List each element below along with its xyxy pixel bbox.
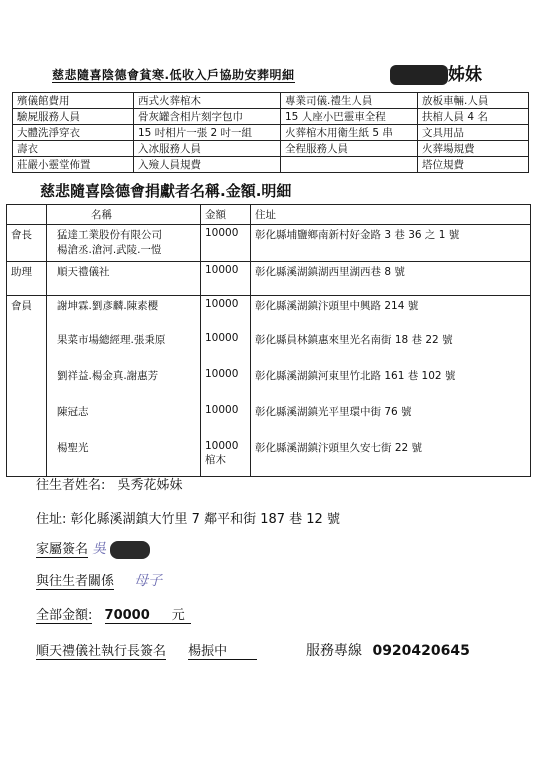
service-row (13, 93, 529, 109)
service-cell: 15 吋相片一張 2 吋一組 (134, 125, 281, 141)
donors-table (6, 204, 531, 477)
donor-row (7, 366, 531, 402)
header-address: 住址 (251, 205, 531, 225)
service-cell: 15 人座小巴靈車全程 (281, 109, 418, 125)
donor-row (7, 296, 531, 331)
service-cell: 塔位規費 (418, 157, 529, 173)
director-label: 順天禮儀社執行長簽名 (36, 644, 167, 659)
donor-amount (201, 366, 251, 402)
donor-address-value: 彰化縣員林鎮惠來里光名南街 18 巷 22 號 (255, 334, 453, 346)
donor-row (7, 225, 531, 262)
donor-address-value: 彰化縣溪湖鎮湖西里湖西巷 8 號 (255, 266, 405, 278)
donor-name-line1: 劉祥益.楊金真.謝惠芳 (57, 370, 159, 382)
service-cell: 火葬場規費 (418, 141, 529, 157)
relation-label: 與往生者關係 (36, 574, 115, 589)
service-cell: 大體洗淨穿衣 (13, 125, 134, 141)
total-label: 全部金額: (36, 608, 93, 623)
donor-name (47, 438, 201, 477)
donor-role (7, 438, 47, 477)
service-cell: 莊嚴小靈堂佈置 (13, 157, 134, 173)
service-row (13, 109, 529, 125)
service-cell: 骨灰罐含相片刻字包巾 (134, 109, 281, 125)
donor-name (47, 330, 201, 366)
service-cell: 入殮人員規費 (134, 157, 281, 173)
donor-name-line1: 楊聖光 (57, 442, 89, 454)
donor-address (251, 225, 531, 262)
service-cell: 文具用品 (418, 125, 529, 141)
donor-amount (201, 438, 251, 477)
donor-row (7, 402, 531, 438)
donor-role (7, 330, 47, 366)
donor-amount-value: 10000 (205, 298, 239, 310)
service-cell: 放板車輛.人員 (418, 93, 529, 109)
donor-amount (201, 402, 251, 438)
donor-address-value: 彰化縣溪湖鎮光平里環中街 76 號 (255, 406, 412, 418)
donor-address-value: 彰化縣溪湖鎮汴頭里中興路 214 號 (255, 300, 419, 312)
address-label: 住址: (36, 512, 67, 527)
service-cell: 扶棺人員 4 名 (418, 109, 529, 125)
donor-name (47, 225, 201, 262)
donor-amount (201, 225, 251, 262)
service-cell: 壽衣 (13, 141, 134, 157)
header-name: 名稱 (47, 205, 201, 225)
donor-amount (201, 262, 251, 296)
donor-amount-value: 10000 (205, 368, 239, 380)
donor-address-value: 彰化縣埔鹽鄉南新村好金路 3 巷 36 之 1 號 (255, 229, 460, 241)
service-cell: 西式火葬棺木 (134, 93, 281, 109)
address-line (36, 508, 340, 527)
total-value: 70000 (105, 608, 172, 624)
donor-amount-value: 10000 (205, 264, 239, 276)
donor-amount-value: 10000 (205, 404, 239, 416)
donor-address-value: 彰化縣溪湖鎮汴頭里久安七街 22 號 (255, 442, 423, 454)
recipient-name: 姊妹 (390, 60, 482, 85)
family-sign-line (36, 538, 150, 559)
service-row (13, 157, 529, 173)
deceased-name: 吳秀花姊妹 (117, 478, 183, 493)
donor-role (7, 402, 47, 438)
donor-role (7, 366, 47, 402)
director-line (36, 640, 257, 659)
donors-header-row (7, 205, 531, 225)
donor-row (7, 330, 531, 366)
hotline-line (306, 640, 470, 660)
header-role (7, 205, 47, 225)
donor-address (251, 296, 531, 331)
donor-address (251, 330, 531, 366)
document-title: 慈悲隨喜陰德會貧寒.低收入戶協助安葬明細 (52, 68, 295, 82)
relation-line (36, 570, 162, 590)
donor-amount-value: 10000 (205, 227, 239, 239)
deceased-line (36, 474, 183, 493)
donor-address (251, 262, 531, 296)
service-cell: 專業司儀.禮生人員 (281, 93, 418, 109)
services-table (12, 92, 529, 173)
donor-amount (201, 330, 251, 366)
director-name: 楊振中 (188, 644, 257, 660)
donor-name (47, 402, 201, 438)
donor-role (7, 225, 47, 262)
donor-role-label: 會長 (11, 229, 32, 241)
donors-title: 慈悲隨喜陰德會捐獻者名稱.金額.明細 (40, 182, 292, 200)
donor-name (47, 366, 201, 402)
donor-row (7, 438, 531, 477)
donor-name-line1: 謝坤霖.劉彥麟.陳素櫻 (57, 300, 159, 312)
header-amount: 金額 (201, 205, 251, 225)
donor-role-label: 會員 (11, 300, 32, 312)
donor-amount (201, 296, 251, 331)
donor-name (47, 262, 201, 296)
family-sign-label: 家屬簽名 (36, 542, 89, 557)
donor-address-value: 彰化縣溪湖鎮河東里竹北路 161 巷 102 號 (255, 370, 456, 382)
donor-name-line1: 猛達工業股份有限公司 (57, 229, 162, 241)
donor-address (251, 366, 531, 402)
donor-name-line1: 果菜市場總經理.張秉原 (57, 334, 166, 346)
hotline-number: 0920420645 (372, 643, 470, 659)
service-cell: 入冰服務人員 (134, 141, 281, 157)
donor-name-line1: 順天禮儀社 (57, 266, 110, 278)
donor-amount-value: 10000 (205, 440, 239, 452)
donor-role-label: 助理 (11, 266, 32, 278)
total-line (36, 604, 191, 623)
hotline-label: 服務專線 (306, 643, 362, 659)
service-row (13, 141, 529, 157)
donor-name-line2: 楊滄丞.滄河.武陵.一愷 (57, 244, 162, 256)
donor-row (7, 262, 531, 296)
donor-amount-note: 棺木 (205, 454, 226, 466)
service-cell (281, 157, 418, 173)
service-cell: 火葬棺木用衛生紙 5 串 (281, 125, 418, 141)
address-value: 彰化縣溪湖鎮大竹里 7 鄰平和街 187 巷 12 號 (70, 512, 340, 527)
donor-name (47, 296, 201, 331)
donor-address (251, 402, 531, 438)
donor-amount-value: 10000 (205, 332, 239, 344)
donor-role (7, 296, 47, 331)
service-row (13, 125, 529, 141)
signature-redaction (110, 541, 150, 559)
service-cell: 驗屍服務人員 (13, 109, 134, 125)
donor-name-line1: 陳冠志 (57, 406, 89, 418)
relation-value: 母子 (134, 573, 163, 589)
total-unit: 元 (172, 608, 191, 624)
redaction-mark (390, 65, 448, 85)
family-signature: 吳 (92, 541, 107, 557)
donor-address (251, 438, 531, 477)
deceased-label: 往生者姓名: (36, 478, 106, 493)
donor-role (7, 262, 47, 296)
service-cell: 殯儀館費用 (13, 93, 134, 109)
service-cell: 全程服務人員 (281, 141, 418, 157)
